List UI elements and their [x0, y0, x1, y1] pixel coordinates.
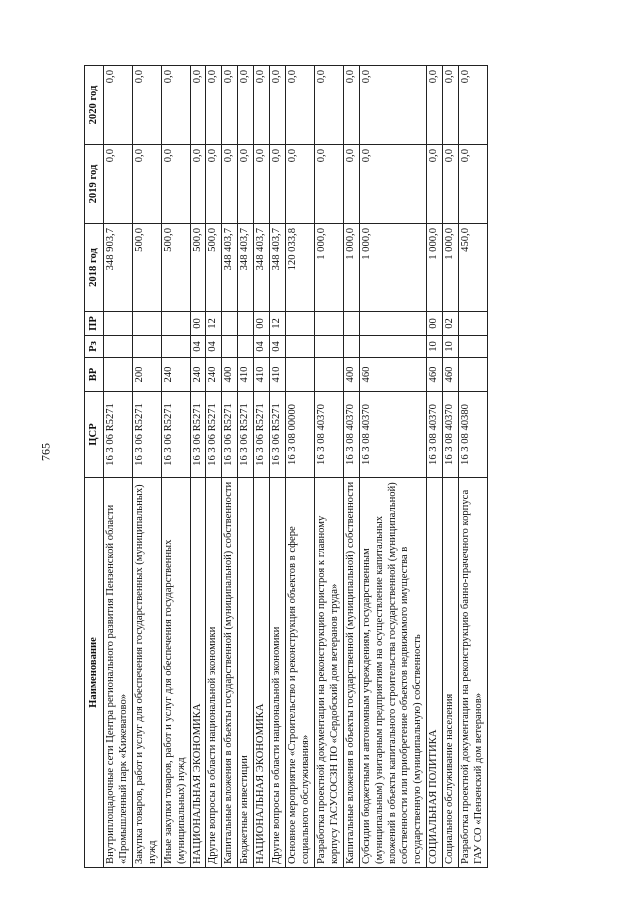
- cell-rz: [359, 336, 427, 358]
- cell-pr: [238, 312, 254, 336]
- cell-vr: 460: [427, 358, 443, 392]
- cell-vr: 410: [254, 358, 270, 392]
- cell-pr: [104, 312, 133, 336]
- cell-rz: 10: [427, 336, 443, 358]
- cell-vr: [459, 358, 488, 392]
- cell-2020: 0,0: [254, 66, 270, 145]
- table-row: [104, 66, 133, 868]
- cell-name: Иные закупки товаров, работ и услуг для обеспечения государственных (муниципальных) нужд: [161, 478, 190, 868]
- column-header-pr: ПР: [85, 312, 104, 336]
- cell-rz: [343, 336, 359, 358]
- table-row: [459, 66, 488, 868]
- cell-pr: 00: [190, 312, 206, 336]
- cell-2020: 0,0: [161, 66, 190, 145]
- cell-rz: [238, 336, 254, 358]
- cell-pr: [161, 312, 190, 336]
- cell-csr: 16 3 06 R5271: [270, 392, 286, 478]
- cell-pr: [132, 312, 161, 336]
- cell-2018: 1 000,0: [343, 224, 359, 312]
- cell-2019: 0,0: [104, 145, 133, 224]
- cell-2019: 0,0: [206, 145, 222, 224]
- cell-2018: 348 403,7: [254, 224, 270, 312]
- cell-vr: 410: [238, 358, 254, 392]
- cell-pr: [343, 312, 359, 336]
- cell-pr: [286, 312, 315, 336]
- cell-csr: 16 3 08 40370: [343, 392, 359, 478]
- cell-csr: 16 3 08 40370: [359, 392, 427, 478]
- cell-2018: 348 403,7: [222, 224, 238, 312]
- cell-2019: 0,0: [343, 145, 359, 224]
- cell-rz: [161, 336, 190, 358]
- cell-vr: 240: [190, 358, 206, 392]
- table-row: [254, 66, 270, 868]
- rotated-page-content: [84, 66, 566, 868]
- table-row: [443, 66, 459, 868]
- cell-2019: 0,0: [427, 145, 443, 224]
- cell-pr: [222, 312, 238, 336]
- cell-2020: 0,0: [443, 66, 459, 145]
- cell-csr: 16 3 08 00000: [286, 392, 315, 478]
- cell-2019: 0,0: [359, 145, 427, 224]
- cell-2018: 348 403,7: [238, 224, 254, 312]
- cell-2018: 500,0: [206, 224, 222, 312]
- cell-csr: 16 3 06 R5271: [104, 392, 133, 478]
- cell-csr: 16 3 08 40380: [459, 392, 488, 478]
- table-row: [238, 66, 254, 868]
- table-row: [427, 66, 443, 868]
- cell-vr: 400: [222, 358, 238, 392]
- table-row: [343, 66, 359, 868]
- cell-csr: 16 3 06 R5271: [161, 392, 190, 478]
- cell-name: Другие вопросы в области национальной экономики: [206, 478, 222, 868]
- cell-rz: 04: [270, 336, 286, 358]
- cell-pr: [359, 312, 427, 336]
- cell-2019: 0,0: [286, 145, 315, 224]
- cell-2019: 0,0: [270, 145, 286, 224]
- cell-2019: 0,0: [443, 145, 459, 224]
- cell-rz: 04: [190, 336, 206, 358]
- cell-name: Капитальные вложения в объекты государственной (муниципальной) собственности: [343, 478, 359, 868]
- cell-rz: [314, 336, 343, 358]
- cell-2020: 0,0: [427, 66, 443, 145]
- column-header-2020: 2020 год: [85, 66, 104, 145]
- cell-2019: 0,0: [190, 145, 206, 224]
- cell-pr: 12: [270, 312, 286, 336]
- cell-2018: 1 000,0: [314, 224, 343, 312]
- cell-2018: 348 403,7: [270, 224, 286, 312]
- cell-rz: [459, 336, 488, 358]
- column-header-2019: 2019 год: [85, 145, 104, 224]
- cell-name: Разработка проектной документации на реконструкцию банно-прачечного корпуса ГАУ СО «Пензенский дом ветеранов»: [459, 478, 488, 868]
- cell-pr: [314, 312, 343, 336]
- column-header-vr: ВР: [85, 358, 104, 392]
- table-row: [222, 66, 238, 868]
- cell-2018: 500,0: [132, 224, 161, 312]
- cell-csr: 16 3 06 R5271: [132, 392, 161, 478]
- cell-vr: 410: [270, 358, 286, 392]
- cell-csr: 16 3 06 R5271: [254, 392, 270, 478]
- cell-2018: 120 033,8: [286, 224, 315, 312]
- table-header-row: [85, 66, 104, 868]
- cell-csr: 16 3 06 R5271: [190, 392, 206, 478]
- cell-name: Закупка товаров, работ и услуг для обеспечения государственных (муниципальных) нужд: [132, 478, 161, 868]
- cell-vr: [314, 358, 343, 392]
- column-header-2018: 2018 год: [85, 224, 104, 312]
- budget-table: [84, 65, 488, 868]
- cell-2019: 0,0: [132, 145, 161, 224]
- table-row: [286, 66, 315, 868]
- cell-rz: 04: [254, 336, 270, 358]
- cell-rz: 10: [443, 336, 459, 358]
- cell-2020: 0,0: [132, 66, 161, 145]
- cell-pr: 12: [206, 312, 222, 336]
- cell-vr: 200: [132, 358, 161, 392]
- cell-2019: 0,0: [459, 145, 488, 224]
- cell-2020: 0,0: [459, 66, 488, 145]
- table-row: [314, 66, 343, 868]
- table-row: [359, 66, 427, 868]
- table-row: [270, 66, 286, 868]
- cell-pr: 00: [427, 312, 443, 336]
- cell-csr: 16 3 06 R5271: [222, 392, 238, 478]
- cell-pr: [459, 312, 488, 336]
- cell-csr: 16 3 08 40370: [314, 392, 343, 478]
- table-row: [161, 66, 190, 868]
- cell-2020: 0,0: [359, 66, 427, 145]
- cell-2020: 0,0: [314, 66, 343, 145]
- cell-name: Бюджетные инвестиции: [238, 478, 254, 868]
- cell-name: Капитальные вложения в объекты государственной (муниципальной) собственности: [222, 478, 238, 868]
- cell-2018: 1 000,0: [359, 224, 427, 312]
- cell-rz: 04: [206, 336, 222, 358]
- cell-pr: 00: [254, 312, 270, 336]
- cell-2019: 0,0: [222, 145, 238, 224]
- cell-pr: 02: [443, 312, 459, 336]
- column-header-rz: Рз: [85, 336, 104, 358]
- cell-2018: 1 000,0: [443, 224, 459, 312]
- cell-csr: 16 3 06 R5271: [238, 392, 254, 478]
- cell-rz: [222, 336, 238, 358]
- cell-name: Внутриплощадочные сети Центра регионального развития Пензенской области «Промышленный парк «Кижеватово»: [104, 478, 133, 868]
- cell-2020: 0,0: [238, 66, 254, 145]
- table-row: [132, 66, 161, 868]
- cell-csr: 16 3 08 40370: [427, 392, 443, 478]
- cell-2020: 0,0: [343, 66, 359, 145]
- cell-name: Субсидии бюджетным и автономным учреждениям, государственным (муниципальным) унитарным предприятиям на осуществление капитальных вложений в объекты капитального строительства государственной (муниципальной) собственности или приобретение объектов недвижимого имущества в государственную (муниципальную) собственность: [359, 478, 427, 868]
- cell-2018: 500,0: [161, 224, 190, 312]
- table-row: [190, 66, 206, 868]
- cell-csr: 16 3 06 R5271: [206, 392, 222, 478]
- column-header-name: Наименование: [85, 478, 104, 868]
- cell-vr: 460: [359, 358, 427, 392]
- cell-name: НАЦИОНАЛЬНАЯ ЭКОНОМИКА: [190, 478, 206, 868]
- cell-2018: 500,0: [190, 224, 206, 312]
- cell-2019: 0,0: [161, 145, 190, 224]
- cell-2020: 0,0: [222, 66, 238, 145]
- cell-vr: [286, 358, 315, 392]
- cell-2018: 1 000,0: [427, 224, 443, 312]
- page-number: 765: [38, 443, 53, 461]
- cell-vr: 460: [443, 358, 459, 392]
- cell-csr: 16 3 08 40370: [443, 392, 459, 478]
- cell-2020: 0,0: [190, 66, 206, 145]
- column-header-csr: ЦСР: [85, 392, 104, 478]
- cell-2019: 0,0: [254, 145, 270, 224]
- table-row: [206, 66, 222, 868]
- cell-name: Другие вопросы в области национальной экономики: [270, 478, 286, 868]
- cell-2020: 0,0: [104, 66, 133, 145]
- cell-name: НАЦИОНАЛЬНАЯ ЭКОНОМИКА: [254, 478, 270, 868]
- cell-2018: 450,0: [459, 224, 488, 312]
- cell-rz: [286, 336, 315, 358]
- cell-vr: 240: [161, 358, 190, 392]
- cell-rz: [104, 336, 133, 358]
- cell-name: Основное мероприятие «Строительство и реконструкция объектов в сфере социального обслуживания»: [286, 478, 315, 868]
- cell-2019: 0,0: [314, 145, 343, 224]
- cell-2019: 0,0: [238, 145, 254, 224]
- cell-2020: 0,0: [270, 66, 286, 145]
- cell-name: СОЦИАЛЬНАЯ ПОЛИТИКА: [427, 478, 443, 868]
- cell-2018: 348 903,7: [104, 224, 133, 312]
- cell-vr: 240: [206, 358, 222, 392]
- cell-vr: [104, 358, 133, 392]
- cell-vr: 400: [343, 358, 359, 392]
- cell-rz: [132, 336, 161, 358]
- cell-2020: 0,0: [206, 66, 222, 145]
- cell-name: Социальное обслуживание населения: [443, 478, 459, 868]
- cell-2020: 0,0: [286, 66, 315, 145]
- cell-name: Разработка проектной документации на реконструкцию пристроя к главному корпусу ГАСУСОСЗН ПО «Сердобский дом ветеранов труда»: [314, 478, 343, 868]
